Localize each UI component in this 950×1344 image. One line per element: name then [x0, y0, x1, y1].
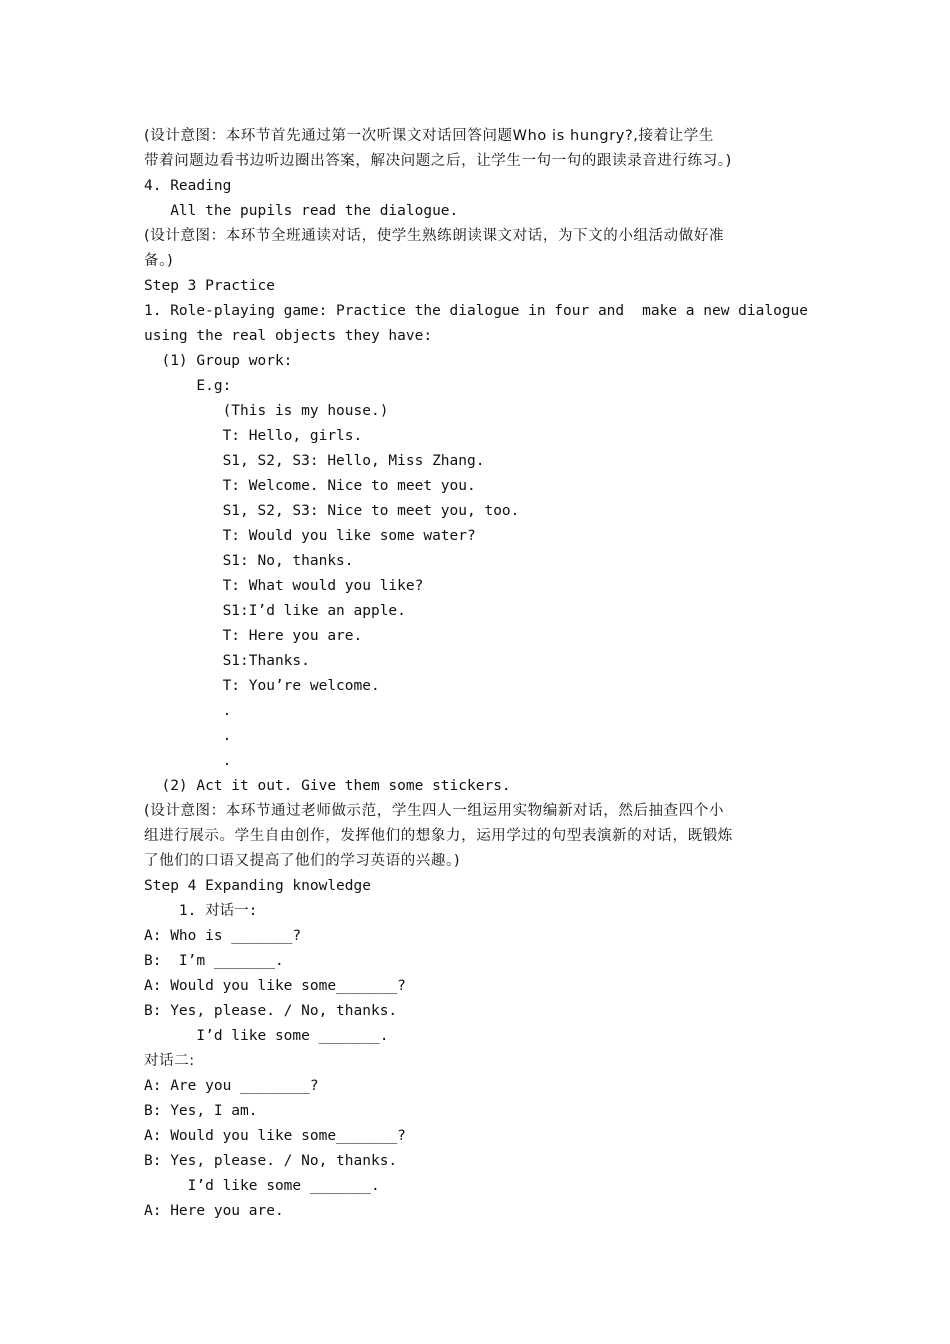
design-note-1-line-1: (设计意图：本环节首先通过第一次听课文对话回答问题Who is hungry?,接着让学生 — [144, 128, 714, 144]
document-content — [144, 124, 808, 1224]
practice-item-1-line-2: using the real objects they have: — [144, 328, 433, 344]
design-note-2-line-1: (设计意图：本环节全班通读对话，使学生熟练朗读课文对话，为下文的小组活动做好准 — [144, 228, 725, 244]
dialogue-two-line: B: Yes, please. / No, thanks. — [144, 1153, 398, 1169]
design-note-3-line-2: 组进行展示。学生自由创作，发挥他们的想象力，运用学过的句型表演新的对话，既锻炼 — [144, 828, 733, 844]
dialogue-line: S1, S2, S3: Nice to meet you, too. — [144, 503, 520, 519]
dialogue-line: T: Here you are. — [144, 628, 363, 644]
dialogue-two-line: A: Here you are. — [144, 1203, 284, 1219]
dialogue-line: T: Would you like some water? — [144, 528, 476, 544]
dialogue-one-line: B: I’m _______. — [144, 953, 284, 969]
dialogue-two-line: A: Are you ________? — [144, 1078, 319, 1094]
reading-heading: 4. Reading — [144, 178, 232, 194]
example-label: E.g: — [144, 378, 232, 394]
dialogue-one-line: A: Who is _______? — [144, 928, 302, 944]
design-note-1-line-2: 带着问题边看书边听边圈出答案，解决问题之后，让学生一句一句的跟读录音进行练习。) — [144, 153, 732, 169]
design-note-3-line-3: 了他们的口语又提高了他们的学习英语的兴趣。) — [144, 853, 461, 869]
practice-item-1-right: make a new dialogue — [642, 303, 808, 319]
dialogue-two-line: A: Would you like some_______? — [144, 1128, 406, 1144]
dialogue-line: T: Welcome. Nice to meet you. — [144, 478, 476, 494]
practice-item-1-line-1 — [144, 299, 808, 324]
act-it-out-label: (2) Act it out. Give them some stickers. — [144, 778, 511, 794]
dialogue-ellipsis-dot: . — [144, 753, 232, 769]
step-3-heading: Step 3 Practice — [144, 278, 275, 294]
dialogue-one-line: I’d like some _______. — [144, 1028, 389, 1044]
dialogue-line: T: You’re welcome. — [144, 678, 380, 694]
dialogue-two-title: 对话二: — [144, 1053, 195, 1069]
dialogue-two-line: B: Yes, I am. — [144, 1103, 258, 1119]
reading-text: All the pupils read the dialogue. — [144, 203, 459, 219]
dialogue-two-line: I’d like some _______. — [144, 1178, 380, 1194]
dialogue-line: T: What would you like? — [144, 578, 424, 594]
dialogue-line: S1: No, thanks. — [144, 553, 354, 569]
dialogue-ellipsis-dot: . — [144, 703, 232, 719]
dialogue-line: T: Hello, girls. — [144, 428, 363, 444]
dialogue-one-line: B: Yes, please. / No, thanks. — [144, 1003, 398, 1019]
dialogue-ellipsis-dot: . — [144, 728, 232, 744]
dialogue-line: (This is my house.) — [144, 403, 389, 419]
step-4-heading: Step 4 Expanding knowledge — [144, 878, 371, 894]
dialogue-line: S1:I’d like an apple. — [144, 603, 406, 619]
practice-item-1-left: 1. Role-playing game: Practice the dialogue in four and — [144, 303, 625, 319]
dialogue-one-title: 1. 对话一: — [144, 903, 258, 919]
design-note-2-line-2: 备。) — [144, 253, 174, 269]
group-work-label: (1) Group work: — [144, 353, 293, 369]
dialogue-line: S1, S2, S3: Hello, Miss Zhang. — [144, 453, 485, 469]
design-note-3-line-1: (设计意图：本环节通过老师做示范，学生四人一组运用实物编新对话，然后抽查四个小 — [144, 803, 725, 819]
dialogue-line: S1:Thanks. — [144, 653, 310, 669]
dialogue-one-line: A: Would you like some_______? — [144, 978, 406, 994]
